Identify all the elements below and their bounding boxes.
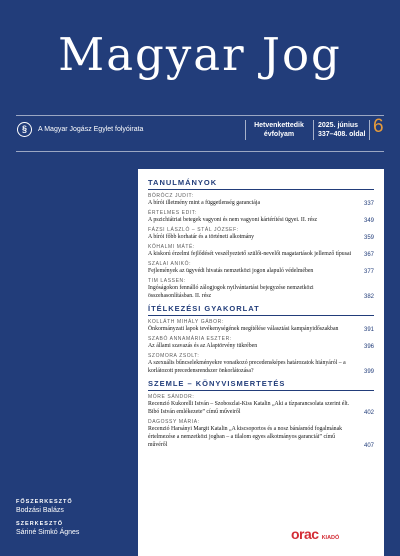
toc-entry[interactable] xyxy=(148,319,374,333)
editor-name: Sáriné Simkó Ágnes xyxy=(16,529,80,536)
toc-entry[interactable] xyxy=(148,227,374,241)
toc-entry[interactable] xyxy=(148,261,374,275)
editor-block xyxy=(16,521,79,536)
toc-entry[interactable] xyxy=(148,394,374,416)
entry-title: Önkormányzati lapok tevékenységének megítélése választási kampányidőszakban xyxy=(148,326,339,332)
toc-entry[interactable] xyxy=(148,419,374,449)
section-title: TANULMÁNYOK xyxy=(148,178,218,187)
entry-author: MÓRE SÁNDOR: xyxy=(148,394,195,400)
entry-title: A bírói illetmény mint a függetlenség garanciája xyxy=(148,200,261,206)
toc-entry[interactable] xyxy=(148,278,374,300)
date-line1: 2025. június xyxy=(318,122,359,129)
bottom-divider xyxy=(16,151,384,152)
toc-entry[interactable] xyxy=(148,210,374,224)
date-info xyxy=(318,121,372,139)
volume-line1: Hetvenkettedik xyxy=(254,122,304,129)
publisher-text: KIADÓ xyxy=(321,535,340,541)
entry-title: Az állami szavazás és az Alaptörvény tükrében xyxy=(148,343,258,349)
entry-page-number: 407 xyxy=(363,443,374,449)
entry-page-number: 396 xyxy=(363,344,374,350)
chief-editor-block xyxy=(16,499,73,514)
entry-author: DAGOSSY MÁRIA: xyxy=(148,419,200,425)
entry-page-number: 382 xyxy=(363,294,374,300)
entry-title: Recenzió Kukorelli István – Szoboszlai-Kiss Katalin „Aki a tízparancsolata szerint élt. Bibó István emlékezete” című műveiről xyxy=(148,401,350,415)
publisher-mark: orac xyxy=(291,526,319,542)
entry-author: SZABÓ ANNAMÁRIA ESZTER: xyxy=(148,336,232,342)
entry-page-number: 399 xyxy=(363,369,374,375)
entry-title: A szexuális bűncselekményekre vonatkozó precedensképes határozatok hiányáról – a korlátozott precedensrendszer önkorlátozása? xyxy=(148,360,346,374)
journal-subtitle: A Magyar Jogász Egylet folyóirata xyxy=(38,126,144,133)
divider xyxy=(313,120,314,140)
entry-page-number: 391 xyxy=(363,327,374,333)
section-title: ÍTÉLKEZÉSI GYAKORLAT xyxy=(148,304,260,313)
entry-title: A bírói főbb korhatár és a történeti alkotmány xyxy=(148,234,255,240)
toc-entry[interactable] xyxy=(148,193,374,207)
entry-page-number: 359 xyxy=(363,235,374,241)
volume-info xyxy=(246,121,312,139)
entry-author: KŐHALMI MÁTÉ: xyxy=(148,244,195,250)
toc-entry[interactable] xyxy=(148,353,374,375)
top-divider xyxy=(16,115,384,116)
society-logo-icon: § xyxy=(17,122,32,137)
toc-entry[interactable] xyxy=(148,244,374,258)
entry-page-number: 349 xyxy=(363,218,374,224)
chief-editor-label: FŐSZERKESZTŐ xyxy=(16,499,73,505)
entry-author: TIM LASSEN: xyxy=(148,278,186,284)
entry-author: SZALAI ANIKÓ: xyxy=(148,261,192,267)
toc-entry[interactable] xyxy=(148,336,374,350)
volume-line2: évfolyam xyxy=(263,131,295,138)
table-of-contents xyxy=(138,169,384,556)
section-divider xyxy=(148,189,374,190)
entry-author: FÁZSI LÁSZLÓ – STÁL JÓZSEF: xyxy=(148,227,239,233)
entry-title: Ingóságokon fennálló zálogjogok nyilvántartási bejegyzése nemzetközi összehasonlításban. II. rész xyxy=(148,285,314,299)
entry-author: BÓRÓCZ JUDIT: xyxy=(148,193,194,199)
entry-author: SZOMORA ZSOLT: xyxy=(148,353,200,359)
section-divider xyxy=(148,390,374,391)
entry-title: A kiskorú érzelmi fejlődését veszélyeztető szülői-nevelői magatartások jellemző típusai xyxy=(148,251,352,257)
issue-number: 6 xyxy=(373,116,384,137)
entry-page-number: 402 xyxy=(363,410,374,416)
entry-page-number: 377 xyxy=(363,269,374,275)
publisher-logo xyxy=(291,526,339,544)
entry-page-number: 367 xyxy=(363,252,374,258)
date-line2: 337–408. oldal xyxy=(318,131,366,138)
divider xyxy=(369,120,370,140)
info-bar xyxy=(0,117,400,149)
entry-title: A pszichiátriai betegek vagyoni és nem vagyoni kártérítési ügyei. II. rész xyxy=(148,217,318,223)
entry-page-number: 337 xyxy=(363,201,374,207)
entry-title: Fejlemények az ügyvédi hivatás nemzetközi jogon alapuló védelmében xyxy=(148,268,314,274)
section-divider xyxy=(148,315,374,316)
section-title: SZEMLE – KÖNYVISMERTETÉS xyxy=(148,379,286,388)
journal-title: Magyar Jog xyxy=(58,28,342,81)
entry-author: KOLLÁTH MIHÁLY GÁBOR: xyxy=(148,319,224,325)
entry-title: Recenzió Harsányi Margit Katalin „A kiscsoportos és a nosz bánásmód fogalmának értelmezése a nemzetközi jogban – a tilalom egyes alkotmányos garanciái” című művéről xyxy=(148,426,343,448)
chief-editor-name: Bodzási Balázs xyxy=(16,507,64,514)
entry-author: ÉRTELMES EDIT: xyxy=(148,210,197,216)
editor-label: SZERKESZTŐ xyxy=(16,521,63,527)
